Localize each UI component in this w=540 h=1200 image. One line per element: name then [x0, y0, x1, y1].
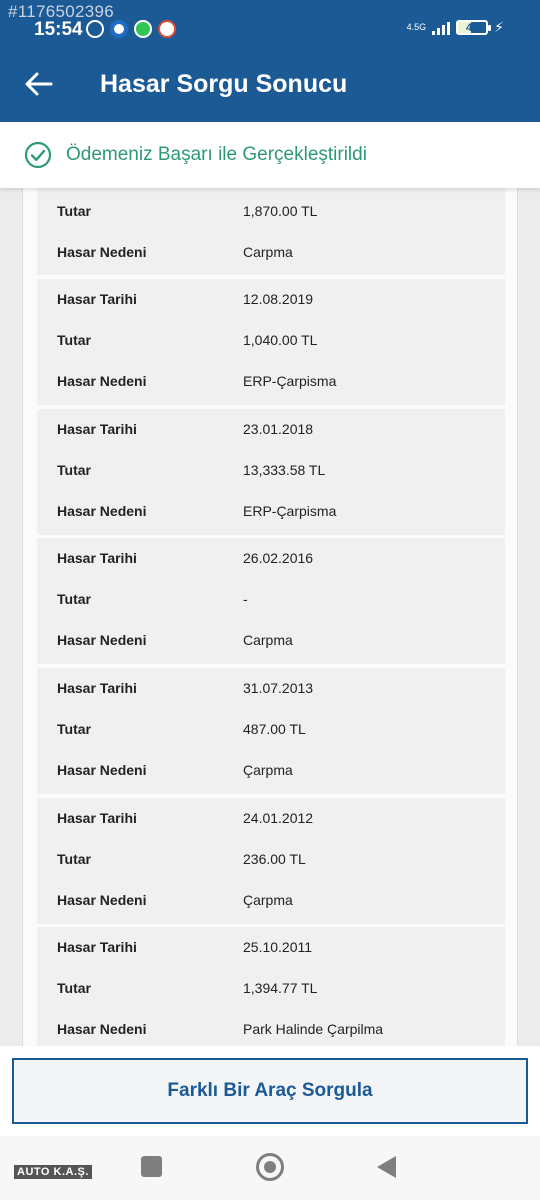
row-label: Hasar Nedeni — [57, 373, 147, 389]
record-row-date — [37, 538, 505, 579]
home-icon[interactable] — [256, 1153, 284, 1181]
row-label: Tutar — [57, 203, 91, 219]
record-row-cause — [37, 750, 505, 791]
row-value: 1,040.00 TL — [243, 332, 318, 348]
row-value: 1,394.77 TL — [243, 980, 318, 996]
row-label: Hasar Tarihi — [57, 291, 137, 307]
message-icon — [110, 20, 128, 38]
row-value: 31.07.2013 — [243, 680, 314, 696]
watermark-id: #1176502396 — [8, 2, 115, 21]
damage-record — [37, 538, 505, 664]
row-label: Hasar Nedeni — [57, 1021, 147, 1037]
row-value: - — [243, 591, 248, 607]
network-type: 4.5G — [406, 22, 427, 32]
record-row-date — [37, 798, 505, 839]
damage-record — [37, 668, 505, 794]
row-label: Tutar — [57, 980, 91, 996]
battery-icon — [456, 20, 488, 35]
damage-record — [37, 188, 505, 275]
damage-records-list[interactable] — [22, 188, 518, 1046]
bottom-action-area — [0, 1046, 540, 1136]
row-label: Hasar Tarihi — [57, 421, 137, 437]
row-label: Hasar Nedeni — [57, 632, 147, 648]
row-value: 26.02.2016 — [243, 550, 314, 566]
row-value: Carpma — [243, 244, 293, 260]
row-value: 25.10.2011 — [243, 939, 313, 955]
page-title: Hasar Sorgu Sonucu — [100, 70, 348, 98]
success-banner — [0, 122, 540, 188]
damage-record — [37, 279, 505, 405]
signal-icon — [432, 21, 450, 35]
back-icon[interactable] — [377, 1156, 396, 1178]
gmail-icon — [158, 20, 176, 38]
record-row-amount — [37, 579, 505, 620]
record-row-cause — [37, 361, 505, 402]
row-label: Hasar Tarihi — [57, 680, 137, 696]
back-arrow-icon[interactable] — [24, 70, 54, 98]
damage-record — [37, 409, 505, 535]
record-row-amount — [37, 839, 505, 880]
row-value: Çarpma — [243, 762, 293, 778]
row-label: Tutar — [57, 721, 91, 737]
row-label: Tutar — [57, 462, 91, 478]
record-row-amount — [37, 320, 505, 361]
charging-icon: ⚡ — [494, 19, 504, 35]
record-row-cause — [37, 491, 505, 532]
whatsapp-icon — [134, 20, 152, 38]
row-label: Hasar Tarihi — [57, 550, 137, 566]
recent-apps-icon[interactable] — [141, 1156, 162, 1177]
row-label: Hasar Nedeni — [57, 503, 147, 519]
success-message: Ödemeniz Başarı ile Gerçekleştirildi — [66, 144, 367, 165]
row-label: Tutar — [57, 332, 91, 348]
record-row-amount — [37, 450, 505, 491]
row-label: Hasar Tarihi — [57, 939, 137, 955]
row-value: 487.00 TL — [243, 721, 306, 737]
row-label: Hasar Nedeni — [57, 244, 147, 260]
system-indicators — [407, 19, 504, 36]
row-value: Park Halinde Çarpilma — [243, 1021, 384, 1037]
record-row-date — [37, 668, 505, 709]
record-row-amount — [37, 191, 505, 232]
row-label: Tutar — [57, 851, 91, 867]
row-value: ERP-Çarpisma — [243, 373, 337, 389]
record-row-amount — [37, 968, 505, 1009]
row-label: Hasar Tarihi — [57, 810, 137, 826]
row-value: ERP-Çarpisma — [243, 503, 337, 519]
row-value: 12.08.2019 — [243, 291, 314, 307]
damage-record — [37, 927, 505, 1046]
record-row-cause — [37, 1009, 505, 1046]
row-value: 236.00 TL — [243, 851, 306, 867]
new-vehicle-query-button[interactable]: Farklı Bir Araç Sorgula — [12, 1058, 528, 1124]
record-row-date — [37, 927, 505, 968]
record-row-cause — [37, 620, 505, 661]
record-row-cause — [37, 880, 505, 921]
record-row-date — [37, 409, 505, 450]
row-value: 24.01.2012 — [243, 810, 314, 826]
row-label: Hasar Nedeni — [57, 762, 147, 778]
record-row-date — [37, 279, 505, 320]
alarm-icon — [86, 20, 104, 38]
system-navigation-bar — [0, 1136, 540, 1200]
record-row-cause — [37, 232, 505, 273]
row-value: 23.01.2018 — [243, 421, 314, 437]
status-time: 15:54 — [34, 19, 83, 40]
row-label: Hasar Nedeni — [57, 892, 147, 908]
row-label: Tutar — [57, 591, 91, 607]
record-row-amount — [37, 709, 505, 750]
damage-record — [37, 798, 505, 924]
row-value: 1,870.00 TL — [243, 203, 318, 219]
notification-icons — [86, 20, 176, 38]
battery-level: 46 — [466, 21, 479, 34]
brand-logo: AUTO K.A.Ş. — [14, 1165, 92, 1179]
row-value: 13,333.58 TL — [243, 462, 326, 478]
row-value: Çarpma — [243, 892, 293, 908]
check-circle-icon — [24, 141, 52, 169]
row-value: Carpma — [243, 632, 293, 648]
